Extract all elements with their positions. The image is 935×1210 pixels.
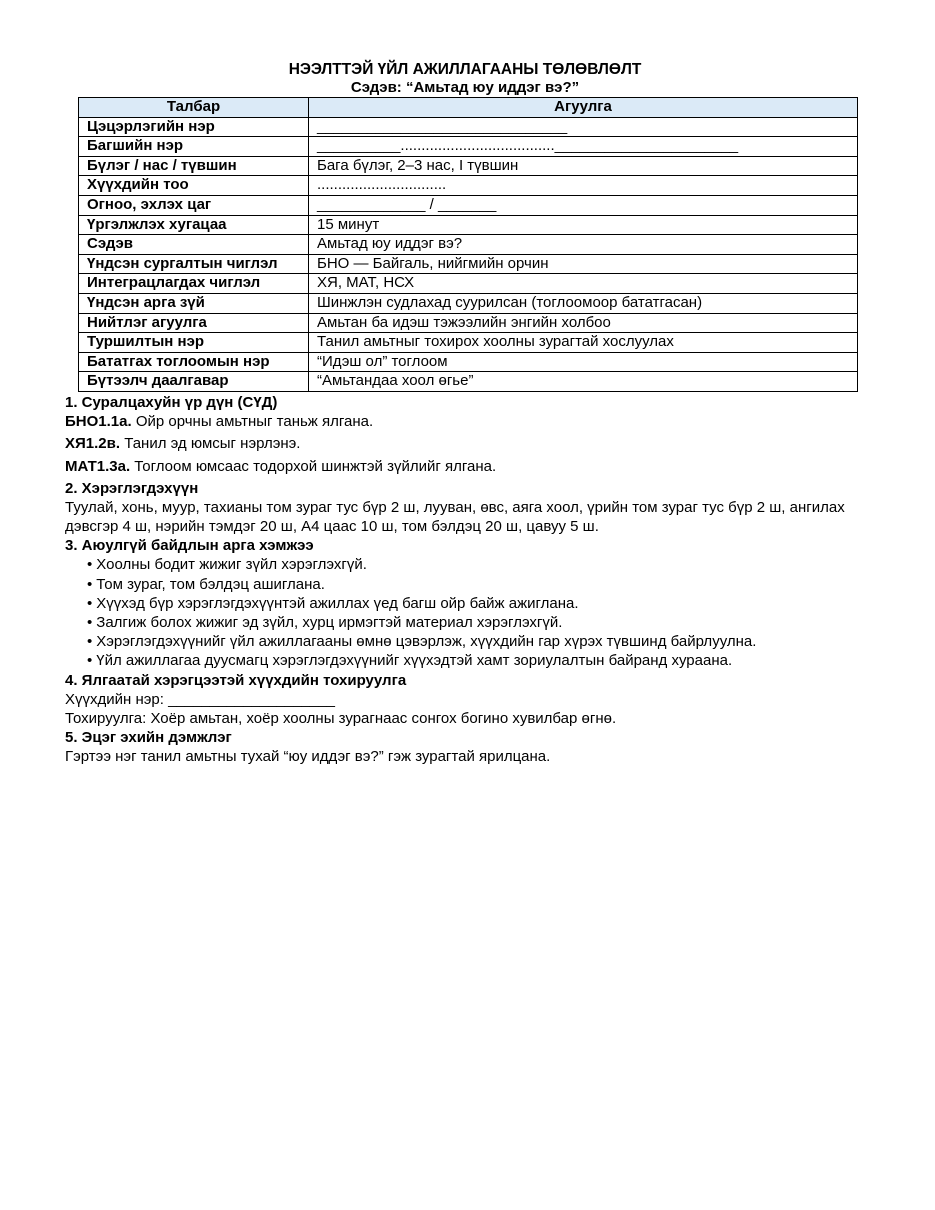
row-label: Сэдэв [79,235,309,255]
section-safety [65,536,865,670]
row-label: Хүүхдийн тоо [79,176,309,196]
outcome-text: Ойр орчны амьтныг таньж ялгана. [131,412,374,430]
table-row [79,293,858,313]
list-item [87,555,865,574]
column-header-content: Агуулга [309,98,858,118]
row-label: Үндсэн арга зүй [79,293,309,313]
table-row [79,215,858,235]
list-item [87,613,865,632]
list-item-text: Том зураг, том бэлдэц ашиглана. [96,575,325,593]
row-label: Бататгах тоглоомын нэр [79,352,309,372]
list-item-text: Үйл ажиллагаа дуусмагц хэрэглэгдэхүүнийг хүүхэдтэй хамт зориулалтын байранд хураана. [96,652,733,670]
bullet: • [87,614,93,632]
row-label: Огноо, эхлэх цаг [79,195,309,215]
table-row [79,176,858,196]
section-special-needs [65,671,865,728]
section-parent-support [65,728,865,766]
list-item [87,632,865,651]
document-subtitle: Сэдэв: “Амьтад юу иддэг вэ?” [350,79,580,96]
outcome-code: БНО1.1а. [65,412,132,430]
row-value: 15 минут [309,215,858,235]
table-header-row [79,98,858,118]
table-row [79,195,858,215]
row-value: Амьтад юу иддэг вэ? [309,235,858,255]
list-item-text: Хоолны бодит жижиг зүйл хэрэглэхгүй. [96,556,367,574]
table-row [79,137,858,157]
outcome-text: Тоглоом юмсаас тодорхой шинжтэй зүйлийг ялгана. [130,457,497,475]
parent-support-text: Гэртээ нэг танил амьтны тухай “юу иддэг вэ?” гэж зурагтай ярилцана. [65,747,551,765]
section-materials [65,479,865,536]
bullet: • [87,594,93,612]
list-item [87,651,865,670]
materials-text: Туулай, хонь, муур, тахианы том зураг тус бүр 2 ш, лууван, өвс, аяга хоол, үрийн том зураг тус бүр 2 ш, ангилах дэвсгэр 4 ш, нэрийн тэмдэг 20 ш, А4 цаас 10 ш, том бэлдэц 20 ш, цавуу 5 ш. [65,499,845,536]
bullet: • [87,575,93,593]
outcome-item [65,457,865,476]
list-item-text: Хэрэглэгдэхүүнийг үйл ажиллагааны өмнө цэвэрлэж, хүүхдийн гар хүрэх түвшинд байрлуулна. [96,633,757,651]
bullet: • [87,556,93,574]
section-title: 2. Хэрэглэгдэхүүн [65,480,199,498]
section-title: 4. Ялгаатай хэрэгцээтэй хүүхдийн тохируулга [65,671,407,689]
list-item-text: Хүүхэд бүр хэрэглэгдэхүүнтэй ажиллах үед багш ойр байж ажиглана. [96,594,579,612]
info-table [78,97,858,392]
section-title: 3. Аюулгүй байдлын арга хэмжээ [65,537,314,555]
row-value: Танил амьтныг тохирох хоолны зурагтай хослуулах [309,333,858,353]
section-learning-outcomes [65,393,865,476]
outcome-code: МАТ1.3а. [65,457,131,475]
table-row [79,274,858,294]
row-label: Интеграцлагдах чиглэл [79,274,309,294]
column-header-field: Талбар [79,98,309,118]
row-value: “Амьтандаа хоол өгье” [309,372,858,392]
table-row [79,313,858,333]
row-value: БНО — Байгаль, нийгмийн орчин [309,254,858,274]
row-label: Бүлэг / нас / түвшин [79,156,309,176]
document-title: НЭЭЛТТЭЙ ҮЙЛ АЖИЛЛАГААНЫ ТӨЛӨВЛӨЛТ [288,61,642,78]
table-row [79,235,858,255]
section-title: 1. Суралцахуйн үр дүн (СҮД) [65,393,278,411]
row-value: “Идэш ол” тоглоом [309,352,858,372]
list-item-text: Залгиж болох жижиг эд зүйл, хурц ирмэгтэй материал хэрэглэхгүй. [96,614,563,632]
row-label: Туршилтын нэр [79,333,309,353]
row-label: Үргэлжлэх хугацаа [79,215,309,235]
row-value: ХЯ, МАТ, НСХ [309,274,858,294]
list-item [87,575,865,594]
row-label: Багшийн нэр [79,137,309,157]
list-item [87,594,865,613]
safety-list [65,555,865,670]
outcome-item [65,412,865,431]
adjustment-text: Тохируулга: Хоёр амьтан, хоёр хоолны зурагнаас сонгох богино хувилбар өгнө. [65,709,617,727]
table-row [79,156,858,176]
row-label: Үндсэн сургалтын чиглэл [79,254,309,274]
table-row [79,333,858,353]
row-value: ______________________________ [309,117,858,137]
outcome-code: ХЯ1.2в. [65,435,121,453]
section-title: 5. Эцэг эхийн дэмжлэг [65,728,232,746]
outcome-text: Танил эд юмсыг нэрлэнэ. [120,435,301,453]
row-value: _____________ / _______ [309,195,858,215]
row-label: Нийтлэг агуулга [79,313,309,333]
outcome-item [65,434,865,453]
row-value: Шинжлэн судлахад суурилсан (тоглоомоор бататгасан) [309,293,858,313]
table-row [79,117,858,137]
row-label: Цэцэрлэгийн нэр [79,117,309,137]
table-row [79,372,858,392]
row-value: Амьтан ба идэш тэжээлийн энгийн холбоо [309,313,858,333]
bullet: • [87,652,93,670]
document-page [65,60,865,766]
row-value: __________.....................................______________________ [309,137,858,157]
row-value: Бага бүлэг, 2–3 нас, I түвшин [309,156,858,176]
table-row [79,254,858,274]
table-row [79,352,858,372]
row-value: ............................... [309,176,858,196]
row-label: Бүтээлч даалгавар [79,372,309,392]
child-name-line: Хүүхдийн нэр: ____________________ [65,690,335,708]
bullet: • [87,633,93,651]
